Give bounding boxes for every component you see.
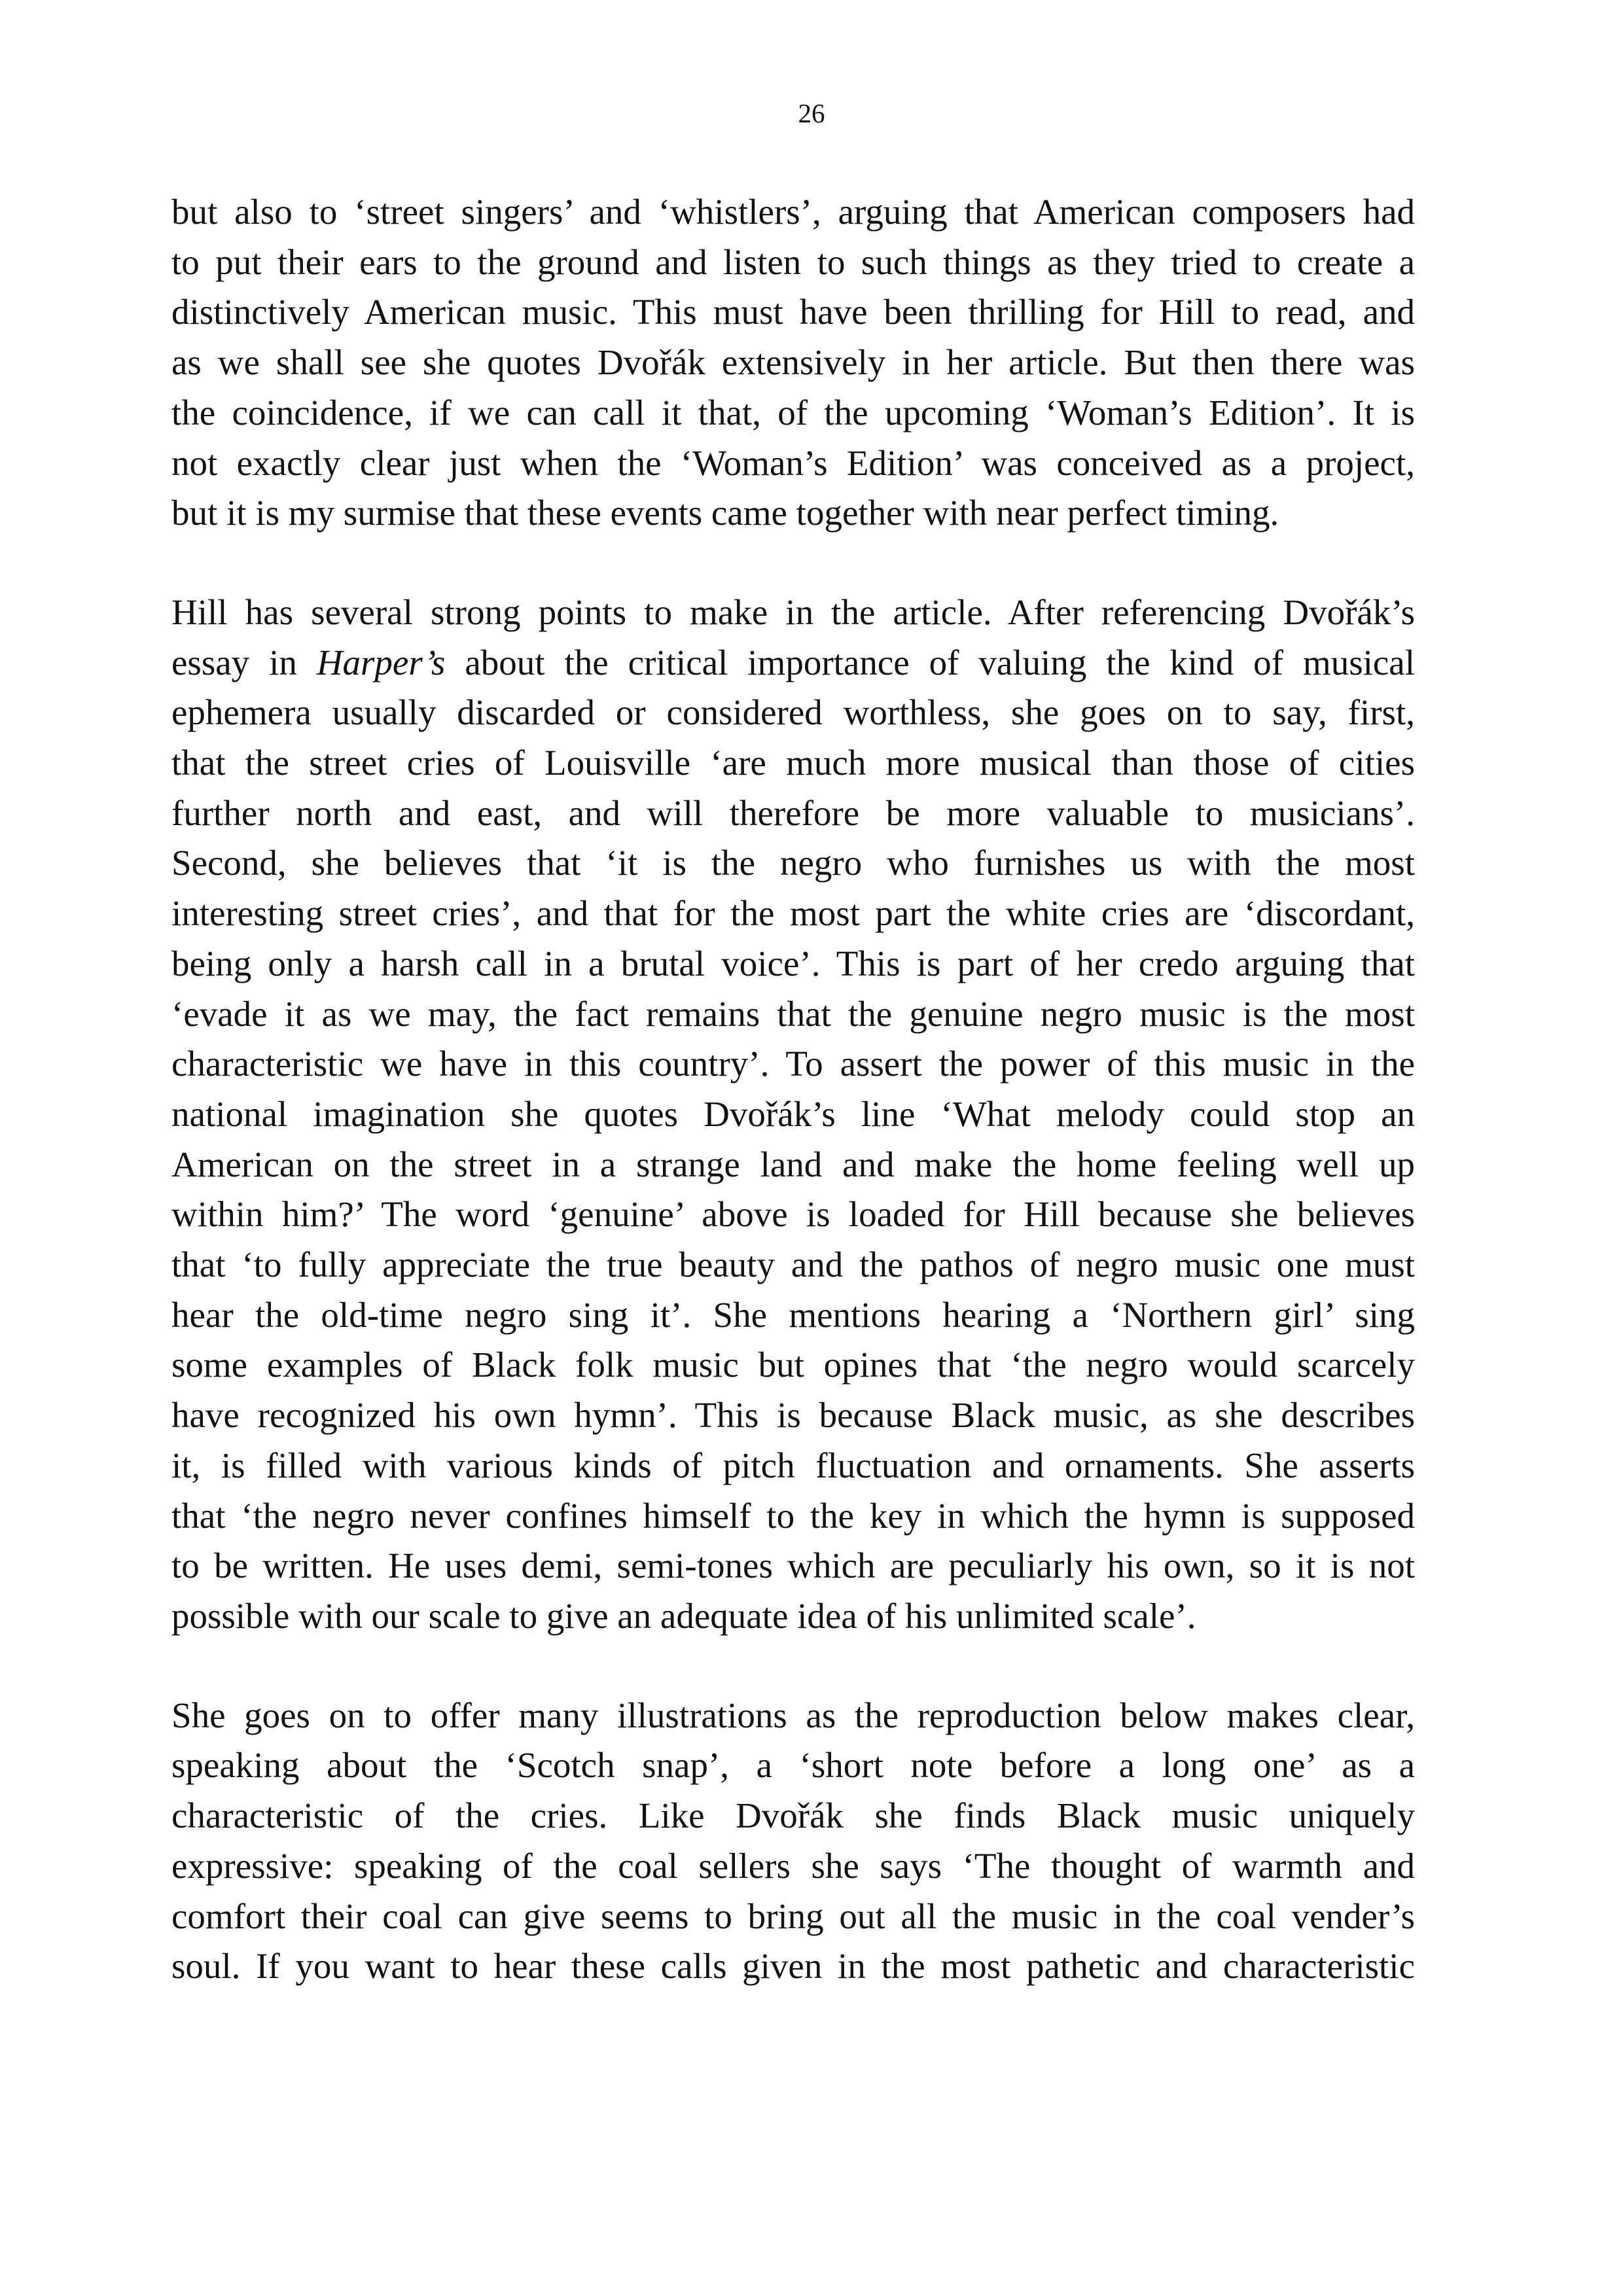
paragraph-2 (171, 588, 1415, 1642)
text-line: being only a harsh call in a brutal voice’. This is part of her credo arguing that (171, 943, 1415, 983)
text-line: interesting street cries’, and that for the most part the white cries are ‘discordant, (171, 893, 1415, 934)
text-line: distinctively American music. This must have been thrilling for Hill to read, and (171, 292, 1415, 332)
text-line: that the street cries of Louisville ‘are much more musical than those of cities (171, 743, 1415, 783)
body-text (171, 187, 1415, 2041)
text-line: American on the street in a strange land and make the home feeling well up (171, 1144, 1415, 1184)
paragraph-1 (171, 187, 1415, 539)
text-line: Second, she believes that ‘it is the negro who furnishes us with the most (171, 843, 1415, 883)
text-line: national imagination she quotes Dvořák’s line ‘What melody could stop an (171, 1093, 1415, 1134)
text-line: it, is filled with various kinds of pitch fluctuation and ornaments. She asserts (171, 1445, 1415, 1485)
text-line: further north and east, and will therefore be more valuable to musicians’. (171, 792, 1415, 833)
text-line: hear the old-time negro sing it’. She mentions hearing a ‘Northern girl’ sing (171, 1294, 1415, 1335)
text-line: expressive: speaking of the coal sellers she says ‘The thought of warmth and (171, 1845, 1415, 1886)
text-segment: about the critical importance of valuing the kind of musical (445, 642, 1415, 682)
text-line: the coincidence, if we can call it that, of the upcoming ‘Woman’s Edition’. It is (171, 392, 1415, 433)
text-line-with-italic (171, 638, 1415, 688)
text-line: speaking about the ‘Scotch snap’, a ‘short note before a long one’ as a (171, 1745, 1415, 1786)
text-line: some examples of Black folk music but opines that ‘the negro would scarcely (171, 1345, 1415, 1385)
text-line: characteristic of the cries. Like Dvořák she finds Black music uniquely (171, 1795, 1415, 1836)
text-line: soul. If you want to hear these calls given in the most pathetic and characteristic (171, 1946, 1415, 1987)
text-line: comfort their coal can give seems to bring out all the music in the coal vender’s (171, 1896, 1415, 1936)
text-line: not exactly clear just when the ‘Woman’s Edition’ was conceived as a project, (171, 442, 1415, 483)
text-line: but also to ‘street singers’ and ‘whistlers’, arguing that American composers had (171, 192, 1415, 232)
text-line: ‘evade it as we may, the fact remains that the genuine negro music is the most (171, 993, 1415, 1034)
text-segment: essay in (171, 642, 317, 682)
text-line: as we shall see she quotes Dvořák extensively in her article. But then there was (171, 342, 1415, 383)
text-line: that ‘the negro never confines himself to the key in which the hymn is supposed (171, 1495, 1415, 1536)
journal-title-italic: Harper’s (316, 642, 446, 682)
text-line: but it is my surmise that these events came together with near perfect timing. (171, 493, 1279, 533)
text-line: She goes on to offer many illustrations as the reproduction below makes clear, (171, 1695, 1415, 1735)
text-line: to be written. He uses demi, semi-tones which are peculiarly his own, so it is not (171, 1545, 1415, 1586)
text-line: characteristic we have in this country’. To assert the power of this music in the (171, 1044, 1415, 1084)
text-line: possible with our scale to give an adequate idea of his unlimited scale’. (171, 1595, 1196, 1636)
text-line: that ‘to fully appreciate the true beauty and the pathos of negro music one must (171, 1245, 1415, 1285)
text-line: have recognized his own hymn’. This is because Black music, as she describes (171, 1395, 1415, 1436)
paragraph-3 (171, 1691, 1415, 1992)
text-line: within him?’ The word ‘genuine’ above is loaded for Hill because she believes (171, 1194, 1415, 1235)
text-line: to put their ears to the ground and listen to such things as they tried to create a (171, 241, 1415, 282)
text-line: Hill has several strong points to make in the article. After referencing Dvořák’s (171, 592, 1415, 632)
text-line: ephemera usually discarded or considered worthless, she goes on to say, first, (171, 692, 1415, 733)
page-number: 26 (798, 98, 825, 128)
